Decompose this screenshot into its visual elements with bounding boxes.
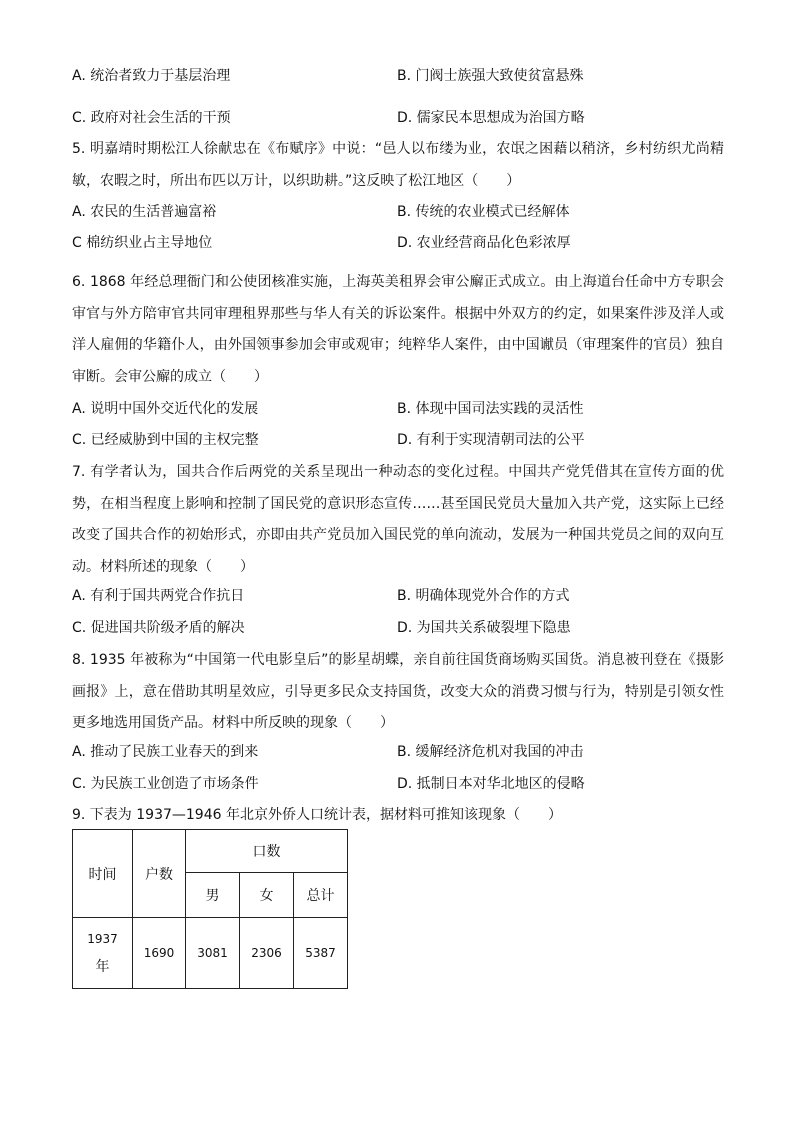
q8-option-d: D. 抵制日本对华北地区的侵略 [397, 776, 585, 792]
q8-stem: 8. 1935 年被称为“中国第一代电影皇后”的影星胡蝶，亲自前往国货商场购买国货。消息被刊登在《摄影画报》上，意在借助其明星效应，引导更多民众支持国货，改变大众的消费习惯与行为，特别是引领女性更多地选用国货产品。材料中所反映的现象（ ） [72, 652, 724, 731]
q4-option-d: D. 儒家民本思想成为治国方略 [397, 110, 585, 126]
table-row [73, 918, 348, 989]
q6-stem: 6. 1868 年经总理衙门和公使团核准实施，上海英美租界会审公廨正式成立。由上海道台任命中方专职会审官与外方陪审官共同审理租界那些与华人有关的诉讼案件。根据中外双方的约定，如果案件涉及洋人或洋人雇佣的华籍仆人，由外国领事参加会审或观审；纯粹华人案件，由中国谳员（审理案件的官员）独自审断。会审公廨的成立（ ） [72, 274, 724, 385]
cell-female: 2306 [240, 918, 294, 989]
q7-option-b: B. 明确体现党外合作的方式 [397, 588, 570, 604]
cell-year [73, 918, 133, 989]
header-male: 男 [186, 873, 240, 918]
q4-option-b: B. 门阀士族强大致使贫富悬殊 [397, 68, 584, 84]
header-households: 户数 [133, 830, 186, 918]
q4-option-c: C. 政府对社会生活的干预 [72, 110, 231, 126]
cell-households: 1690 [133, 918, 186, 989]
q5-option-c: C 棉纺织业占主导地位 [72, 235, 213, 251]
header-female: 女 [240, 873, 294, 918]
header-population: 口数 [186, 830, 348, 873]
q9-stem: 9. 下表为 1937—1946 年北京外侨人口统计表，据材料可推知该现象（ ） [72, 807, 562, 823]
cell-male: 3081 [186, 918, 240, 989]
q4-option-a: A. 统治者致力于基层治理 [72, 68, 231, 84]
q8-option-b: B. 缓解经济危机对我国的冲击 [397, 744, 584, 760]
q7-option-a: A. 有利于国共两党合作抗日 [72, 588, 245, 604]
q6-option-d: D. 有利于实现清朝司法的公平 [397, 432, 585, 448]
q7-option-c: C. 促进国共阶级矛盾的解决 [72, 620, 245, 636]
q5-option-b: B. 传统的农业模式已经解体 [397, 204, 570, 220]
cell-total: 5387 [294, 918, 348, 989]
cell-year-number: 1937 [87, 932, 118, 946]
q7-option-d: D. 为国共关系破裂埋下隐患 [397, 620, 571, 636]
q6-option-a: A. 说明中国外交近代化的发展 [72, 401, 259, 417]
q5-option-a: A. 农民的生活普遍富裕 [72, 204, 217, 220]
header-time: 时间 [73, 830, 133, 918]
population-table [72, 829, 348, 989]
q6-option-b: B. 体现中国司法实践的灵活性 [397, 401, 584, 417]
q5-option-d: D. 农业经营商品化色彩浓厚 [397, 235, 571, 251]
cell-year-unit: 年 [95, 959, 110, 975]
q7-stem: 7. 有学者认为，国共合作后两党的关系呈现出一种动态的变化过程。中国共产党凭借其在宣传方面的优势，在相当程度上影响和控制了国民党的意识形态宣传……甚至国民党员大量加入共产党，这实际上已经改变了国共合作的初始形式，亦即由共产党员加入国民党的单向流动，发展为一种国共党员之间的双向互动。材料所述的现象（ ） [72, 464, 724, 575]
q8-option-c: C. 为民族工业创造了市场条件 [72, 776, 259, 792]
q5-stem: 5. 明嘉靖时期松江人徐献忠在《布赋序》中说：“邑人以布缕为业，农氓之困藉以稍济，乡村纺织尤尚精敏，农暇之时，所出布匹以万计，以织助耕。”这反映了松江地区（ ） [72, 141, 724, 189]
q6-option-c: C. 已经威胁到中国的主权完整 [72, 432, 259, 448]
header-total: 总计 [294, 873, 348, 918]
q8-option-a: A. 推动了民族工业春天的到来 [72, 744, 259, 760]
